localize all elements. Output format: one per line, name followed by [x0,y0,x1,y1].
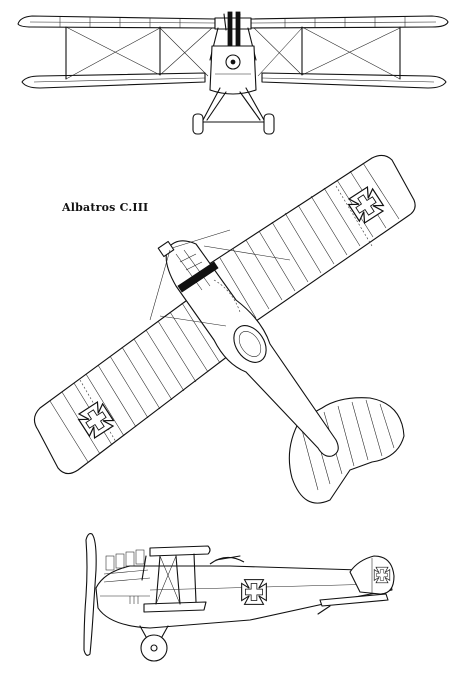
side-tail-skid [318,606,330,614]
aircraft-title: Albatros C.III [62,201,149,214]
front-lower-wing [22,73,205,88]
front-propeller-hub [228,12,232,46]
front-view [18,12,448,134]
front-fuselage [210,46,256,94]
side-propeller [84,534,96,656]
side-view [84,534,394,661]
plan-wing-left [34,298,228,474]
front-wheel-right [264,114,274,134]
plan-view [34,155,415,503]
side-lower-wing [144,602,206,612]
front-wheel-left [193,114,203,134]
front-lower-wing-right [262,73,446,88]
side-upper-wing [150,546,210,556]
